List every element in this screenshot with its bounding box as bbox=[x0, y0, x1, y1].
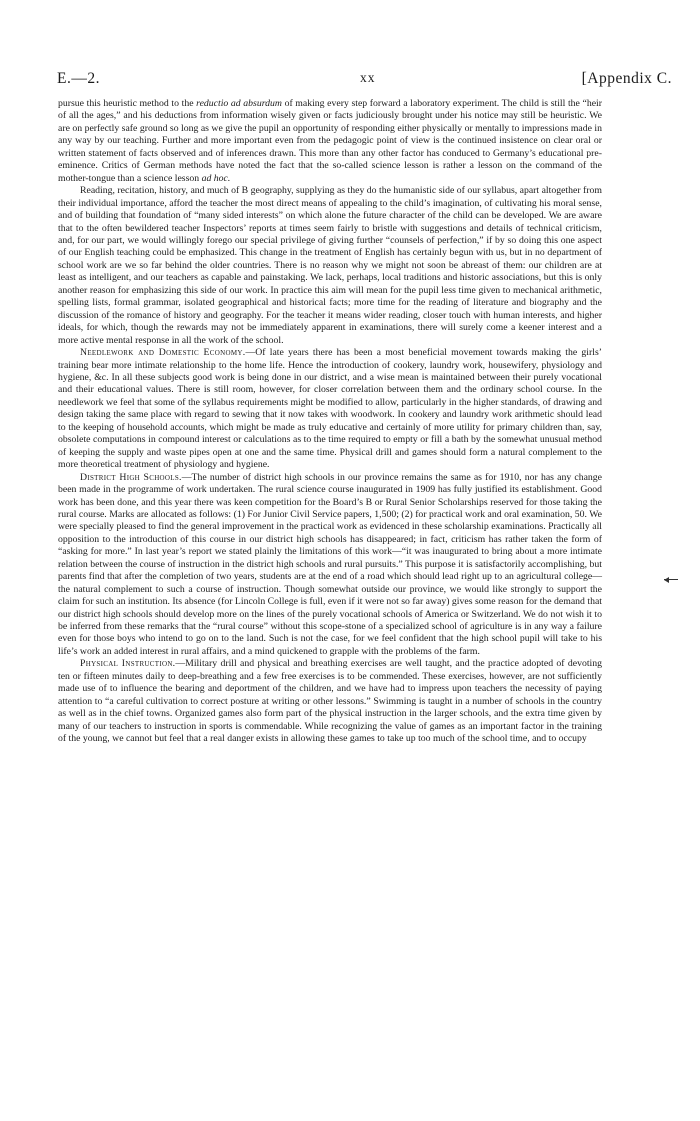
document-reference: E.—2. bbox=[57, 70, 100, 87]
paragraph-text: —Of late years there has been a most beneficial movement towards making the girls’ training bear more intimate relationship to the home life. Hence the introduction of cookery, laundry work, housewifery, physiology and hygiene, &c. In all these subjects good work is being done in our district, and a wise mean is maintained between their purely vocational and their educational values. There is still room, however, for closer correlation between them and the ordinary school course. In the needlework we feel that some of the syllabus requirements might be modified to allow, particularly in the higher standards, of drawing and design taking the same place with regard to sewing that it now takes with woodwork. In cookery and laundry work arithmetic should lead to the keeping of household accounts, which might be made as truly educative and certainly of more utility for primary children than, say, obsolete computations in compound interest or calculations as to the time required to empty or fill a bath by the somewhat unusual method of keeping the supply and waste pipes open at one and the same time. Physical drill and games should form a natural complement to the more theoretical treatment of physiology and hygiene. bbox=[58, 347, 602, 471]
paragraph bbox=[58, 347, 602, 472]
paragraph bbox=[58, 472, 602, 659]
italic-phrase: reductio ad absurdum bbox=[196, 98, 282, 109]
paragraph-text: —The number of district high schools in our province remains the same as for 1910, nor has any change been made in the programme of work undertaken. The rural science course inaugurated in 1909 has fully justified its establishment. Good work has been done, and this year there was keen competition for the Board’s B or Rural Senior Scholarships reserved for those taking the rural course. Marks are allocated as follows: (1) For Junior Civil Service papers, 1,500; (2) for practical work and oral examination, 50. We were specially pleased to find the general improvement in the practical work as evidenced in these scholarship examinations. Practically all opposition to the introduction of this course in our district high schools has disappeared; in fact, criticism has rather taken the form of “asking for more.” In last year’s report we stated plainly the limitations of this work—“it was inaugurated to bring about a more intimate relation between the course of instruction in the district high schools and rural pursuits.” This purpose it is satisfactorily accomplishing, but parents find that after the completion of two years, students are at the end of a road which should lead right up to an agricultural college—the natural complement to such a course of instruction. Though somewhat outside our province, we would like strongly to support the claim for such an institution. Its absence (for Lincoln College is full, even if it were not so far away) gives some reason for the demand that our district high schools should develop more on the lines of the purely vocational schools of America or Switzerland. We do not wish it to be inferred from these remarks that the “rural course” without this scope-stone of a specialized school of agriculture is in any way a failure even for those boys who intend to go on to the land. Such is not the case, for we feel confident that the high school pupil will take to his life’s work an added interest in rural affairs, and a mind quickened to grapple with the problems of the farm. bbox=[58, 471, 602, 657]
paragraph-text: of making every step forward a laboratory experiment. The child is still the “heir of all the ages,” and his deductions from information wisely given or facts judiciously brought under his notice may still be heuristic. We are on perfectly safe ground so long as we give the pupil an opportunity of responding either physically or mentally to impressions made in any way by our teaching. Further and more important even from the pedagogic point of view is the continued insistence on clear oral or written statement of facts observed and of inferences drawn. This more than any other factor has conduced to Germany’s educational pre-eminence. Critics of German methods have noted the fact that the so-called science lesson is rather a lesson on the command of the mother-tongue than a science lesson bbox=[58, 98, 602, 184]
report-body bbox=[58, 98, 602, 746]
paragraph-text: pursue this heuristic method to the bbox=[58, 98, 197, 109]
paragraph-text: Reading, recitation, history, and much of B geography, supplying as they do the humanistic side of our syllabus, apart altogether from their individual importance, afford the teacher the most direct means of appealing to the child’s imagination, of cultivating his moral sense, and of building that foundation of “many sided interests” on which alone the future character of the child can be developed. We are aware that to the often bewildered teacher Inspectors’ reports at times seem fairly to bristle with suggestions and details of technical criticism, and, for our part, we would willingly forego our special privilege of giving further “counsels of perfection,” if by so doing this one aspect of our English teaching could be emphasized. This change in the treatment of English has certainly begun with us, but in no department of school work are we so far behind the older countries. There is no reason why we might not soon be abreast of them: our children are at least as intelligent, and our teachers as capable and painstaking. We lack, perhaps, local traditions and historic associations, but this is only another reason for emphasizing this side of our work. In practice this aim will mean for the pupil less time given to mechanical arithmetic, spelling lists, formal grammar, isolated geographical and historical facts; more time for the reading of literature and biography and the discussion of the romance of history and geography. For the teacher it means wider reading, closer touch with human interests, and higher ideals, for which, though the rewards may not be immediately apparent in examinations, there will surely come a keener interest and a more active mental response in all the work of the school. bbox=[58, 185, 602, 346]
appendix-label: [Appendix C. bbox=[581, 70, 672, 87]
paragraph-text: —Military drill and physical and breathing exercises are well taught, and the practice adopted of devoting ten or fifteen minutes daily to deep-breathing and a few free exercises is to be commended. These exercises, however, are not sufficiently made use of to influence the bearing and deportment of the children, and we have had to impress upon teachers the necessity of paying attention to “a careful cultivation to correct posture at writing or other lessons.” Swimming is taught in a number of schools in the country as well as in the chief towns. Organized games also form part of the physical instruction in the larger schools, and the extra time given by many of our teachers to instruction in sports is commendable. While recognizing the value of games as an important factor in the training of the young, we cannot but feel that a real danger exists in allowing these games to take up too much of the school time, and to occupy bbox=[58, 658, 603, 745]
page-number: xx bbox=[360, 70, 376, 85]
paragraph bbox=[58, 185, 602, 347]
paragraph bbox=[58, 658, 602, 745]
italic-phrase: ad hoc. bbox=[201, 172, 231, 184]
page-header bbox=[57, 70, 672, 94]
section-heading: Needlework and Domestic Economy. bbox=[80, 347, 246, 359]
margin-arrow-mark bbox=[664, 578, 680, 581]
section-heading: District High Schools. bbox=[80, 471, 182, 483]
section-heading: Physical Instruction. bbox=[80, 658, 176, 670]
paragraph bbox=[58, 98, 602, 185]
